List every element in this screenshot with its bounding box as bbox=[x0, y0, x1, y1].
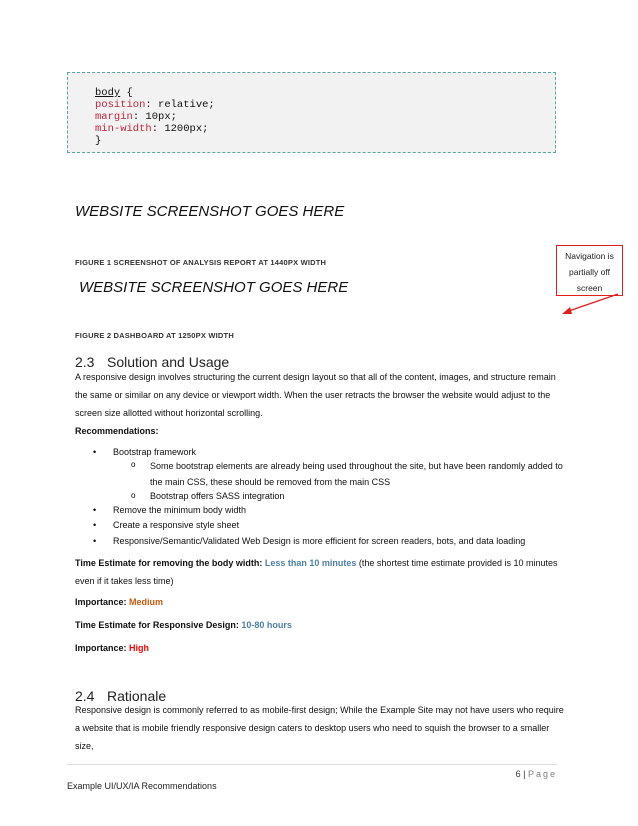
footer-divider bbox=[67, 764, 557, 765]
figure-2-caption bbox=[75, 331, 234, 340]
time-estimate-value: Less than 10 minutes bbox=[264, 558, 357, 568]
figure-caption-text: DASHBOARD AT 1250PX WIDTH bbox=[113, 331, 234, 340]
list-item: Create a responsive style sheet bbox=[113, 520, 240, 530]
arrow-head bbox=[562, 307, 572, 314]
code-block bbox=[67, 72, 556, 153]
code-close-brace: } bbox=[95, 135, 102, 147]
recommendations-label: Recommendations: bbox=[75, 426, 159, 436]
list-item: Remove the minimum body width bbox=[113, 505, 247, 515]
sub-bullet-icon: o bbox=[131, 460, 136, 469]
section-title: Rationale bbox=[107, 688, 167, 704]
code-prop: min-width bbox=[95, 123, 152, 135]
code-line-min-width bbox=[95, 123, 208, 136]
time-estimate-label: Time Estimate for removing the body width: bbox=[75, 558, 263, 568]
arrow-line bbox=[566, 294, 618, 312]
time-estimate-2 bbox=[75, 620, 292, 630]
time-estimate-value: 10-80 hours bbox=[241, 620, 292, 630]
bullet-icon: • bbox=[93, 536, 97, 546]
figure-label: FIGURE 2 bbox=[75, 331, 112, 340]
code-prop: position bbox=[95, 99, 146, 111]
code-value: : 10px; bbox=[132, 111, 177, 123]
section-number: 2.4 bbox=[75, 688, 95, 704]
figure-1-caption bbox=[75, 258, 326, 267]
callout-line: Navigation is bbox=[565, 251, 614, 261]
sub-bullet-icon: o bbox=[131, 491, 136, 500]
bullet-icon: • bbox=[93, 520, 97, 530]
list-item: Bootstrap framework bbox=[113, 447, 197, 457]
section-paragraph: A responsive design involves structuring the current design layout so that all of the content, images, and structure remain the same or similar on any device or viewport width. When the user retracts the browser the website would adjust to the screen size allotted without horizontal scrolling. bbox=[75, 372, 556, 418]
bullet-icon: • bbox=[93, 447, 97, 457]
section-number: 2.3 bbox=[75, 354, 95, 370]
list-item: Responsive/Semantic/Validated Web Design is more efficient for screen readers, bots, and data loading bbox=[113, 536, 526, 546]
importance-label: Importance: bbox=[75, 643, 127, 653]
code-prop: margin bbox=[95, 111, 133, 123]
time-estimate-1 bbox=[75, 554, 565, 590]
page-number-value: 6 bbox=[515, 769, 521, 779]
time-estimate-label: Time Estimate for Responsive Design: bbox=[75, 620, 239, 630]
importance-value: High bbox=[129, 643, 150, 653]
sub-list-item: Bootstrap offers SASS integration bbox=[150, 491, 285, 501]
callout-line: screen bbox=[576, 283, 603, 293]
callout-box bbox=[556, 245, 623, 296]
footer-doc-title: Example UI/UX/IA Recommendations bbox=[67, 781, 217, 791]
section-title: Solution and Usage bbox=[107, 354, 230, 370]
importance-label: Importance: bbox=[75, 597, 127, 607]
code-value: : 1200px; bbox=[151, 123, 209, 135]
screenshot-placeholder-2: WEBSITE SCREENSHOT GOES HERE bbox=[79, 279, 349, 296]
page-separator: | bbox=[520, 769, 528, 779]
callout-arrow bbox=[556, 290, 624, 318]
importance-value: Medium bbox=[129, 597, 164, 607]
code-selector: body bbox=[95, 87, 121, 99]
callout-line: partially off bbox=[569, 267, 610, 277]
importance-1 bbox=[75, 597, 163, 607]
figure-caption-text: SCREENSHOT OF ANALYSIS REPORT AT 1440PX WIDTH bbox=[113, 258, 327, 267]
bullet-icon: • bbox=[93, 505, 97, 515]
page-number bbox=[516, 769, 557, 779]
page-word: Page bbox=[527, 769, 557, 779]
importance-2 bbox=[75, 643, 149, 653]
screenshot-placeholder-1: WEBSITE SCREENSHOT GOES HERE bbox=[75, 203, 345, 220]
figure-label: FIGURE 1 bbox=[75, 258, 112, 267]
time-estimate-note: (the shortest time estimate provided is 10 minutes even if it takes less time) bbox=[75, 558, 558, 586]
code-open-brace: { bbox=[120, 87, 133, 99]
section-paragraph: Responsive design is commonly referred to as mobile-first design; While the Example Site may not have users who require a website that is mobile friendly responsive design caters to desktop users who need to squish the browser to a smaller size, bbox=[75, 705, 564, 751]
sub-list-item: Some bootstrap elements are already being used throughout the site, but have been randomly added to the main CSS, these should be removed from the main CSS bbox=[150, 461, 563, 487]
code-value: : relative; bbox=[145, 99, 215, 111]
